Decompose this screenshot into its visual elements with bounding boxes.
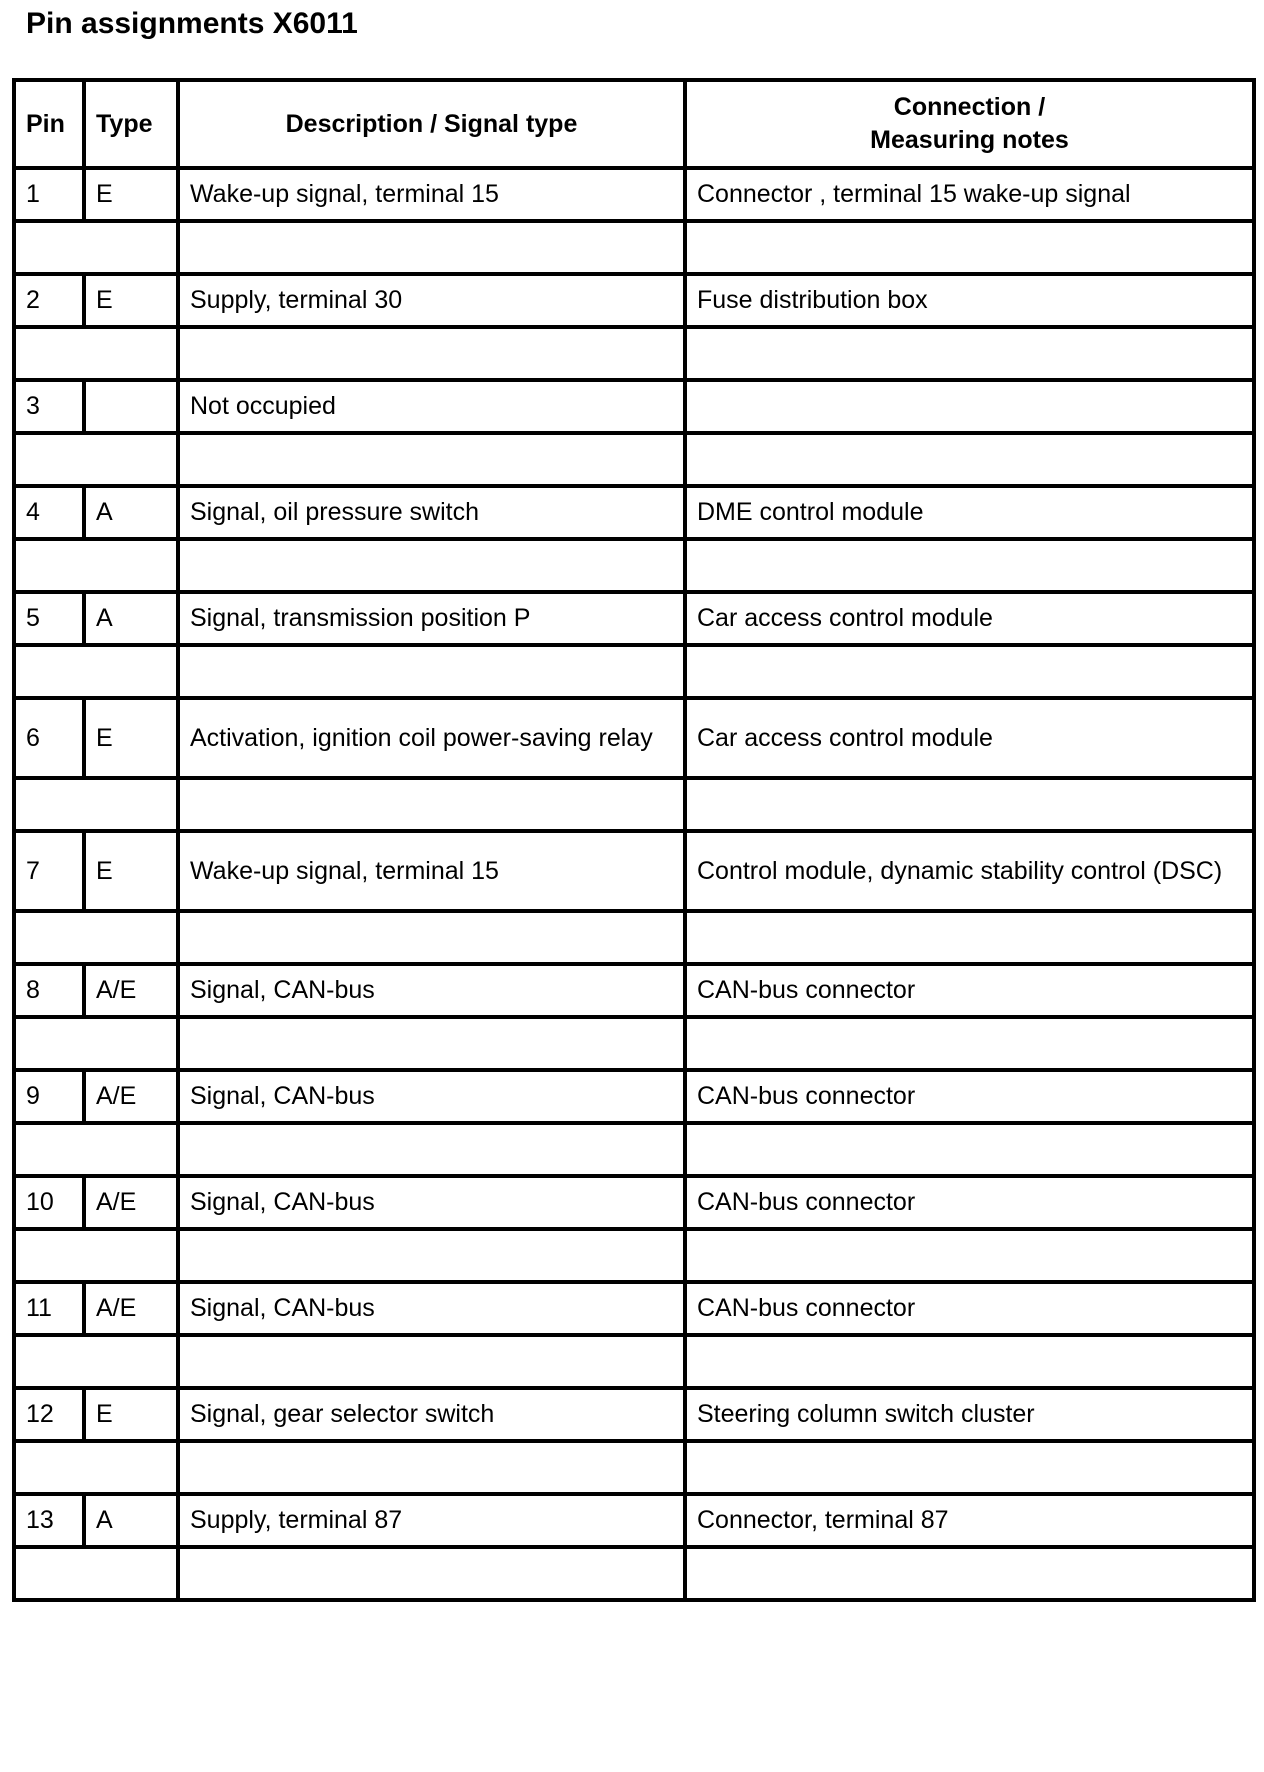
- cell-description: Supply, terminal 30: [178, 274, 685, 327]
- spacer-cell: [685, 221, 1254, 274]
- cell-description: Signal, transmission position P: [178, 592, 685, 645]
- spacer-cell: [14, 327, 178, 380]
- spacer-cell: [685, 539, 1254, 592]
- spacer-cell: [685, 1229, 1254, 1282]
- page-title: Pin assignments X6011: [26, 7, 358, 40]
- cell-connection: Control module, dynamic stability control (DSC): [685, 831, 1254, 911]
- spacer-cell: [14, 911, 178, 964]
- cell-type: E: [84, 274, 178, 327]
- cell-pin: 8: [14, 964, 84, 1017]
- table-row: [14, 168, 1254, 221]
- table-row: [14, 274, 1254, 327]
- table-row: [14, 1070, 1254, 1123]
- header-type: Type: [84, 80, 178, 168]
- cell-pin: 3: [14, 380, 84, 433]
- cell-pin: 11: [14, 1282, 84, 1335]
- cell-type: A/E: [84, 1282, 178, 1335]
- pin-assignment-table: [12, 78, 1256, 1602]
- cell-type: A/E: [84, 1070, 178, 1123]
- cell-pin: 4: [14, 486, 84, 539]
- spacer-cell: [178, 1335, 685, 1388]
- cell-pin: 10: [14, 1176, 84, 1229]
- cell-type: A: [84, 592, 178, 645]
- cell-connection: CAN-bus connector: [685, 1176, 1254, 1229]
- spacer-cell: [14, 1335, 178, 1388]
- cell-description: Signal, CAN-bus: [178, 1070, 685, 1123]
- spacer-cell: [178, 911, 685, 964]
- cell-connection: Car access control module: [685, 592, 1254, 645]
- spacer-cell: [685, 1547, 1254, 1600]
- spacer-cell: [14, 1017, 178, 1070]
- spacer-row: [14, 1441, 1254, 1494]
- cell-pin: 9: [14, 1070, 84, 1123]
- cell-type: E: [84, 698, 178, 778]
- spacer-cell: [178, 433, 685, 486]
- spacer-cell: [14, 221, 178, 274]
- table-row: [14, 1282, 1254, 1335]
- header-connection: [685, 80, 1254, 168]
- spacer-row: [14, 1123, 1254, 1176]
- spacer-cell: [685, 778, 1254, 831]
- cell-pin: 2: [14, 274, 84, 327]
- cell-description: Signal, CAN-bus: [178, 964, 685, 1017]
- cell-type: A: [84, 486, 178, 539]
- spacer-cell: [14, 1229, 178, 1282]
- spacer-cell: [685, 1123, 1254, 1176]
- table-row: [14, 964, 1254, 1017]
- cell-connection: CAN-bus connector: [685, 1070, 1254, 1123]
- cell-description: Signal, oil pressure switch: [178, 486, 685, 539]
- cell-connection: Steering column switch cluster: [685, 1388, 1254, 1441]
- spacer-cell: [178, 539, 685, 592]
- cell-type: A/E: [84, 1176, 178, 1229]
- spacer-cell: [685, 327, 1254, 380]
- spacer-cell: [178, 1229, 685, 1282]
- spacer-row: [14, 1017, 1254, 1070]
- spacer-row: [14, 327, 1254, 380]
- spacer-cell: [685, 1441, 1254, 1494]
- cell-pin: 13: [14, 1494, 84, 1547]
- cell-description: Signal, CAN-bus: [178, 1176, 685, 1229]
- table-row: [14, 1176, 1254, 1229]
- spacer-row: [14, 221, 1254, 274]
- spacer-cell: [14, 1441, 178, 1494]
- cell-pin: 1: [14, 168, 84, 221]
- spacer-row: [14, 1547, 1254, 1600]
- cell-pin: 5: [14, 592, 84, 645]
- spacer-row: [14, 645, 1254, 698]
- spacer-cell: [14, 1547, 178, 1600]
- header-description: Description / Signal type: [178, 80, 685, 168]
- cell-type: A/E: [84, 964, 178, 1017]
- cell-connection: CAN-bus connector: [685, 1282, 1254, 1335]
- cell-connection: Connector , terminal 15 wake-up signal: [685, 168, 1254, 221]
- spacer-row: [14, 911, 1254, 964]
- spacer-cell: [685, 645, 1254, 698]
- spacer-cell: [178, 645, 685, 698]
- cell-connection: Connector, terminal 87: [685, 1494, 1254, 1547]
- spacer-cell: [178, 1123, 685, 1176]
- spacer-cell: [178, 1017, 685, 1070]
- table-row: [14, 831, 1254, 911]
- spacer-cell: [178, 221, 685, 274]
- cell-description: Not occupied: [178, 380, 685, 433]
- cell-description: Wake-up signal, terminal 15: [178, 831, 685, 911]
- table-header-row: [14, 80, 1254, 168]
- cell-pin: 12: [14, 1388, 84, 1441]
- spacer-cell: [14, 1123, 178, 1176]
- cell-description: Signal, gear selector switch: [178, 1388, 685, 1441]
- spacer-cell: [178, 327, 685, 380]
- spacer-cell: [178, 1547, 685, 1600]
- spacer-cell: [14, 539, 178, 592]
- cell-type: E: [84, 1388, 178, 1441]
- table-row: [14, 1388, 1254, 1441]
- spacer-cell: [685, 911, 1254, 964]
- spacer-cell: [178, 1441, 685, 1494]
- spacer-row: [14, 1335, 1254, 1388]
- cell-connection: CAN-bus connector: [685, 964, 1254, 1017]
- spacer-cell: [685, 1017, 1254, 1070]
- spacer-cell: [14, 433, 178, 486]
- table-row: [14, 592, 1254, 645]
- table-row: [14, 380, 1254, 433]
- spacer-row: [14, 433, 1254, 486]
- header-connection-line2: Measuring notes: [870, 126, 1069, 154]
- spacer-row: [14, 1229, 1254, 1282]
- cell-description: Signal, CAN-bus: [178, 1282, 685, 1335]
- cell-connection: [685, 380, 1254, 433]
- cell-description: Supply, terminal 87: [178, 1494, 685, 1547]
- table-row: [14, 698, 1254, 778]
- spacer-cell: [685, 1335, 1254, 1388]
- spacer-row: [14, 778, 1254, 831]
- cell-type: A: [84, 1494, 178, 1547]
- spacer-cell: [14, 778, 178, 831]
- table-row: [14, 1494, 1254, 1547]
- spacer-cell: [178, 778, 685, 831]
- cell-type: E: [84, 831, 178, 911]
- cell-connection: Fuse distribution box: [685, 274, 1254, 327]
- cell-description: Activation, ignition coil power-saving relay: [178, 698, 685, 778]
- spacer-cell: [685, 433, 1254, 486]
- cell-type: E: [84, 168, 178, 221]
- spacer-row: [14, 539, 1254, 592]
- cell-connection: DME control module: [685, 486, 1254, 539]
- header-connection-line1: Connection /: [893, 93, 1046, 121]
- cell-pin: 6: [14, 698, 84, 778]
- header-pin: Pin: [14, 80, 84, 168]
- cell-description: Wake-up signal, terminal 15: [178, 168, 685, 221]
- cell-type: [84, 380, 178, 433]
- table-row: [14, 486, 1254, 539]
- cell-connection: Car access control module: [685, 698, 1254, 778]
- spacer-cell: [14, 645, 178, 698]
- cell-pin: 7: [14, 831, 84, 911]
